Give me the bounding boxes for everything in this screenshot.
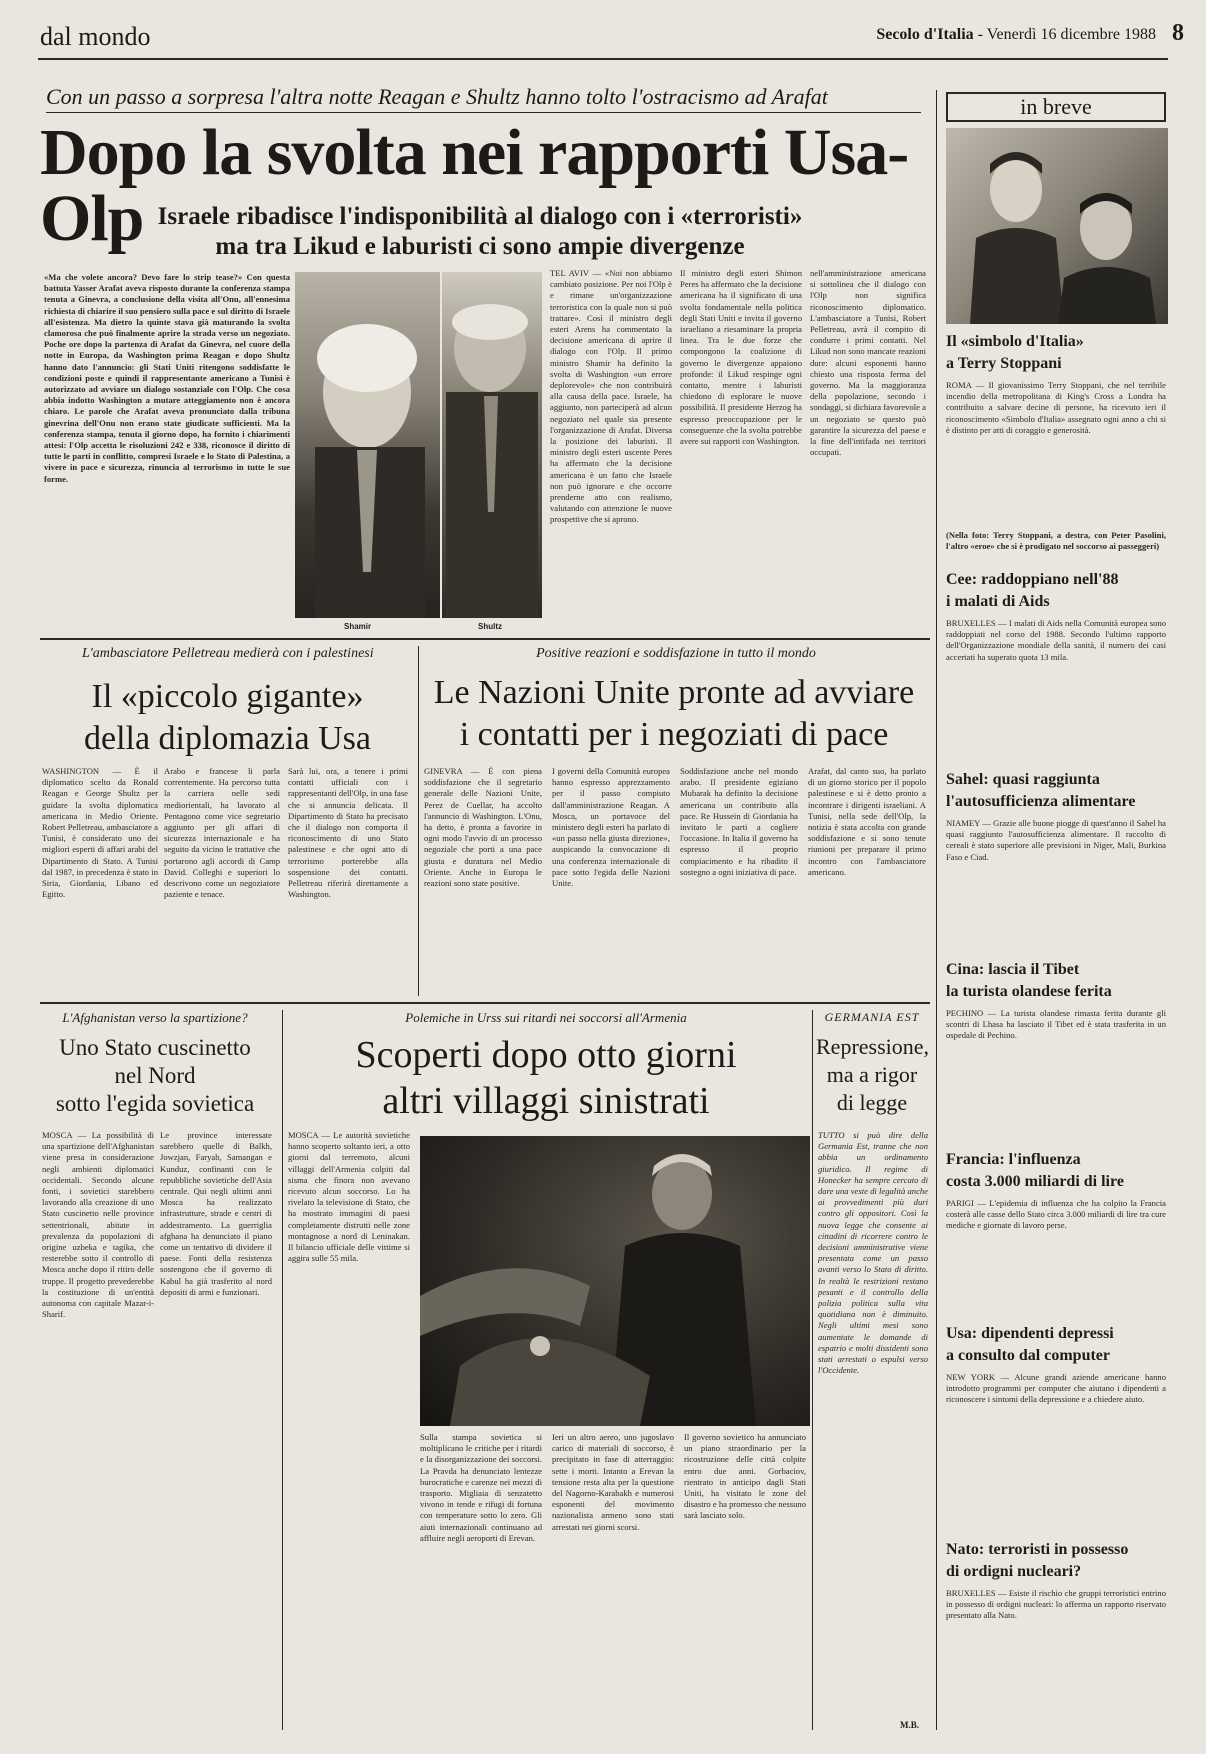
brief-2-body: BRUXELLES — I malati di Aids nella Comunità europea sono raddoppiati nel corso del 1988. Secondo l'ultimo rapporto dell'Organizzazione mondiale della sanità, il numero dei casi accertati ha superato quota 13 mila. <box>946 618 1166 662</box>
brief-1-body: ROMA — Il giovanissimo Terry Stoppani, che nel terribile incendio della metropolitana di King's Cross a Londra ha contribuito a salvare decine di persone, ha ricevuto ieri il riconoscimento «Simbolo d'Italia» assegnato ogni anno a chi si è distinto per atti di coraggio e generosità. <box>946 380 1166 435</box>
armenia-headline-2: altri villaggi sinistrati <box>382 1080 710 1122</box>
divider-pelletreau-onu <box>418 646 419 996</box>
photo-armenia <box>420 1136 810 1426</box>
onu-column-4: Arafat, dal canto suo, ha parlato di un giorno storico per il popolo palestinese e si è detto pronto a incontrare i dirigenti israeliani. A Tunisi, nella sede dell'Olp, la notizia è stata accolta con grande soddisfazione e si sono tenute riunioni per preparare il primo incontro con l'ambasciatore americano. <box>808 766 926 877</box>
pelletreau-column-2: Arabo e francese li parla correntemente. Ha percorso tutta la carriera nelle sedi mediorientali, ha lavorato al Pentagono come vice segretario aggiunto per gli affari di sicurezza internazionale e ha seguito da vicino le trattative che portarono agli accordi di Camp David. Colleghi e superiori lo descrivono come un negoziatore paziente e tenace. <box>164 766 280 900</box>
paper-name: Secolo d'Italia <box>876 26 974 43</box>
kicker-rule <box>46 112 921 113</box>
afghanistan-headline-3: sotto l'egida sovietica <box>55 1091 255 1116</box>
brief-5-body: PARIGI — L'epidemia di influenza che ha colpito la Francia costerà alle casse dello Stato circa 3.000 miliardi di lire tra cure mediche e giornate di lavoro perse. <box>946 1198 1166 1231</box>
lead-headline: Dopo la svolta nei rapporti Usa-Olp <box>40 116 909 255</box>
photo-caption-shultz: Shultz <box>478 622 502 631</box>
onu-column-2: I governi della Comunità europea hanno espresso apprezzamento per il passo compiuto dall'amministrazione Reagan. A Mosca, un portavoce del ministero degli esteri ha parlato di «un passo nella giusta direzione», auspicando la convocazione di una conferenza internazionale di pace sotto l'egida delle Nazioni Unite. <box>552 766 670 889</box>
briefs-label: in breve <box>946 92 1166 122</box>
brief-6-body: NEW YORK — Alcune grandi aziende americane hanno introdotto programmi per computer che aiutano i dipendenti a riconoscere i sintomi della depressione e a chiedere aiuto. <box>946 1372 1166 1405</box>
divider-afghanistan-armenia <box>282 1010 283 1730</box>
brief-3-body: NIAMEY — Grazie alle buone piogge di quest'anno il Sahel ha quasi raggiunto l'autosufficienza alimentare. Il raccolto di cereali è stato superiore alle previsioni in Niger, Mali, Burkina Faso e Ciad. <box>946 818 1166 862</box>
armenia-column-2: Sulla stampa sovietica si moltiplicano le critiche per i ritardi e la disorganizzazione dei soccorsi. La Pravda ha denunciato lentezze burocratiche e carenze nei mezzi di trasporto. Migliaia di senzatetto vivono in tende e rifugi di fortuna con temperature sotto lo zero. Gli aiuti internazionali continuano ad affluire negli aeroporti di Erevan. <box>420 1432 542 1543</box>
brief-1-title-2: a Terry Stoppani <box>946 355 1062 372</box>
middle-rule <box>40 1002 930 1004</box>
armenia-column-1: MOSCA — Le autorità sovietiche hanno scoperto soltanto ieri, a otto giorni dal terremoto, alcuni villaggi dell'Armenia colpiti dal sisma che finora non avevano ricevuto alcun soccorso. Lo ha rivelato la televisione di Stato, che ha mostrato immagini di paesi completamente distrutti nelle zone montagnose a nord di Leninakan. Il bilancio ufficiale delle vittime si aggira sulle 55 mila. <box>288 1130 410 1264</box>
brief-6-title-1: Usa: dipendenti depressi <box>946 1325 1114 1342</box>
brief-2-title-1: Cee: raddoppiano nell'88 <box>946 571 1119 588</box>
onu-column-3: Soddisfazione anche nel mondo arabo. Il presidente egiziano Mubarak ha definito la decisione americana un contributo alla pace. Re Hussein di Giordania ha invitato le parti a cogliere l'occasione. In Italia il governo ha espresso il proprio compiacimento e ha ribadito il sostegno a ogni iniziativa di pace. <box>680 766 798 877</box>
brief-1-caption: (Nella foto: Terry Stoppani, a destra, con Peter Pasolini, l'altro «eroe» che si è prodigato nel soccorso ai passeggeri) <box>946 530 1166 552</box>
germania-signature: M.B. <box>900 1720 919 1730</box>
brief-4-body: PECHINO — La turista olandese rimasta ferita durante gli scontri di Lhasa ha lasciato il Tibet ed è stata trasferita in un ospedale di Pechino. <box>946 1008 1166 1041</box>
brief-5-title-1: Francia: l'influenza <box>946 1151 1081 1168</box>
onu-kicker: Positive reazioni e soddisfazione in tutto il mondo <box>536 646 816 661</box>
brief-7-title-2: di ordigni nucleari? <box>946 1563 1082 1580</box>
lead-intro: «Ma che volete ancora? Devo fare lo strip tease?» Con questa battuta Yasser Arafat aveva risposto durante la conferenza stampa tenuta a Ginevra, a conclusione della visita all'Onu, all'ennesima richiesta di chiarire il suo pensiero sulla pace e sul diritto di Israele all'esistenza. Ma dietro la quinte stava già maturando la svolta clamorosa che può finalmente aprire la strada verso un negoziato. Poche ore dopo la partenza di Arafat da Ginevra, nel cuore della notte in Europa, da Washington prima Reagan e dopo Shultz hanno dato l'annuncio: gli Stati Uniti ritengono soddisfatte le condizioni poste e quindi il rappresentante americano a Tunisi è autorizzato ad avviare un dialogo sostanziale con l'Olp. Che cosa abbia indotto Washington a mutare atteggiamento non è ancora chiaro. Le parole che Arafat aveva pronunciato dalla tribuna ginevrina dell'Onu non erano state giudicate sufficienti. Ma la conferenza stampa, tenuta il giorno dopo, ha fornito i chiarimenti attesi: l'Olp accetta le risoluzioni 242 e 338, riconosce il diritto di tutte le parti in conflitto, compresi Israele e lo Stato di Palestina, a vivere in pace e sicurezza, rinuncia al terrorismo in tutte le sue forme. <box>44 272 290 484</box>
armenia-kicker: Polemiche in Urss sui ritardi nei soccorsi all'Armenia <box>405 1010 687 1025</box>
lead-column-3: nell'amministrazione americana si sottolinea che il dialogo con l'Olp non significa riconoscimento diplomatico. L'ambasciatore a Tunisi, Robert Pelletreau, avrà il compito di condurre i primi contatti. Nel Likud non sono mancate reazioni dure: alcuni esponenti hanno chiesto una risposta ferma del governo. Ma la maggioranza della popolazione, secondo i sondaggi, si dichiara favorevole a un negoziato se questo può garantire la sicurezza del paese e la fine dell'intifada nei territori occupati. <box>810 268 926 458</box>
masthead <box>876 26 1156 44</box>
photo-shamir-image <box>295 272 440 618</box>
pelletreau-headline-2: della diplomazia Usa <box>83 720 371 757</box>
briefs-divider <box>936 90 937 1730</box>
lead-subhead-2: ma tra Likud e laburisti ci sono ampie divergenze <box>215 233 745 260</box>
lead-kicker: Con un passo a sorpresa l'altra notte Reagan e Shultz hanno tolto l'ostracismo ad Arafat <box>46 84 828 109</box>
brief-3-title-1: Sahel: quasi raggiunta <box>946 771 1100 788</box>
lead-subhead-1: Israele ribadisce l'indisponibilità al dialogo con i «terroristi» <box>157 203 803 230</box>
photo-shamir <box>295 272 440 618</box>
germania-headline-3: di legge <box>836 1090 908 1115</box>
brief-7-title-1: Nato: terroristi in possesso <box>946 1541 1129 1558</box>
germania-body: TUTTO si può dire della Germania Est, tranne che non abbia un ordinamento giuridico. Il regime di Honecker ha sempre cercato di dare una veste di legalità anche ai provvedimenti più duri contro gli oppositori. Così la nuova legge che consente ai cittadini di ricorrere contro le decisioni amministrative viene presentata come un passo avanti verso lo Stato di diritto. In realtà le restrizioni restano pesanti e il controllo della polizia politica sulla vita quotidiana non è diminuito. Negli ultimi mesi sono aumentate le domande di espatrio e molti dissidenti sono stati arrestati o espulsi verso l'Occidente. <box>818 1130 928 1376</box>
armenia-column-3: Ieri un altro aereo, uno jugoslavo carico di materiali di soccorso, è precipitato in fase di atterraggio: sette i morti. Intanto a Erevan la tensione resta alta per la questione del Nagorno-Karabakh e numerosi esponenti del movimento nazionalista armeno sono stati arrestati nei giorni scorsi. <box>552 1432 674 1532</box>
germania-headline-1: Repressione, <box>816 1034 930 1059</box>
pelletreau-headline-1: Il «piccolo gigante» <box>91 678 364 715</box>
afghanistan-headline-1: Uno Stato cuscinetto <box>59 1035 251 1060</box>
onu-headline-2: i contatti per i negoziati di pace <box>459 716 889 753</box>
brief-3-title-2: l'autosufficienza alimentare <box>946 793 1136 810</box>
lead-column-2: Il ministro degli esteri Shimon Peres ha affermato che la decisione americana ha il significato di una svolta fondamentale nella politica degli Stati Uniti e invita il governo israeliano a riesaminare la propria linea. Tra le due forze che compongono la coalizione di governo le divergenze appaiono profonde: il Likud respinge ogni contatto, mentre i laburisti chiedono di esplorare le nuove possibilità. Il presidente Herzog ha espresso preoccupazione per le conseguenze che la svolta potrebbe avere sui rapporti con Washington. <box>680 268 802 447</box>
afghanistan-headline-2: nel Nord <box>114 1063 196 1088</box>
germania-kicker: GERMANIA EST <box>824 1010 920 1024</box>
photo-shultz <box>442 272 542 618</box>
armenia-column-4: Il governo sovietico ha annunciato un piano straordinario per la ricostruzione delle città colpite entro due anni. Gorbaciov, rientrato in anticipo dagli Stati Uniti, ha visitato le zone del disastro e ha promesso che nessuno sarà lasciato solo. <box>684 1432 806 1521</box>
afghanistan-kicker: L'Afghanistan verso la spartizione? <box>62 1010 248 1025</box>
divider-armenia-germania <box>812 1010 813 1730</box>
onu-headline-1: Le Nazioni Unite pronte ad avviare <box>433 674 915 711</box>
brief-4-title-2: la turista olandese ferita <box>946 983 1112 1000</box>
photo-shultz-image <box>442 272 542 618</box>
photo-armenia-image <box>420 1136 810 1426</box>
afghanistan-column-1: MOSCA — La possibilità di una spartizione dell'Afghanistan viene presa in considerazione negli ambienti diplomatici occidentali. Secondo alcune fonti, i sovietici starebbero lavorando alla creazione di uno Stato cuscinetto nelle province settentrionali, abitate in prevalenza da popolazioni di origine uzbeka e tagika, che resterebbe sotto il controllo di Mosca anche dopo il ritiro delle truppe. Il progetto prevederebbe la costituzione di un'entità autonoma con capitale Mazar-i-Sharif. <box>42 1130 154 1320</box>
afghanistan-column-2: Le province interessate sarebbero quelle di Balkh, Jowzjan, Faryab, Samangan e Kunduz, confinanti con le repubbliche sovietiche dell'Asia centrale. Qui negli ultimi anni Mosca ha realizzato infrastrutture, strade e centri di addestramento. La guerriglia afghana ha denunciato il piano come un tentativo di dividere il paese. Fonti della resistenza sostengono che il governo di Kabul ha già trasferito al nord depositi di armi e funzionari. <box>160 1130 272 1297</box>
brief-4-title-1: Cina: lascia il Tibet <box>946 961 1080 978</box>
armenia-headline-1: Scoperti dopo otto giorni <box>355 1034 737 1076</box>
brief-7-body: BRUXELLES — Esiste il rischio che gruppi terroristici entrino in possesso di ordigni nucleari: lo afferma un rapporto riservato presentato alla Nato. <box>946 1588 1166 1621</box>
page-number: 8 <box>1172 20 1184 46</box>
brief-2-title-2: i malati di Aids <box>946 593 1050 610</box>
brief-1-title-1: Il «simbolo d'Italia» <box>946 333 1084 350</box>
brief-5-title-2: costa 3.000 miliardi di lire <box>946 1173 1124 1190</box>
onu-column-1: GINEVRA — È con piena soddisfazione che il segretario generale delle Nazioni Unite, Perez de Cuellar, ha accolto l'annuncio di Washington. L'Onu, ha detto, è pronta a favorire in ogni modo l'avvio di un processo negoziale che porti a una pace giusta e duratura nel Medio Oriente. Anche in Europa le reazioni sono state positive. <box>424 766 542 889</box>
lead-column-1: TEL AVIV — «Noi non abbiamo cambiato posizione. Per noi l'Olp è e rimane un'organizzazione terroristica con la quale non si può trattare». Così il ministro degli esteri Arens ha commentato la decisione americana di aprire il dialogo con l'Olp. Il primo ministro Shamir ha definito la svolta di Washington «un errore deplorevole» che non contribuirà alla causa della pace. Israele, ha aggiunto, non parteciperà ad alcun negoziato nel quale sia presente l'organizzazione di Arafat. Diversa la posizione dei laburisti. Il ministro degli esteri uscente Peres ha affermato che la decisione americana è un fatto che Israele non può ignorare e che occorre prenderne atto con realismo, valutando con attenzione le nuove prospettive che si aprono. <box>550 268 672 525</box>
top-rule <box>38 58 1168 60</box>
photo-stoppani-image <box>946 128 1168 324</box>
photo-stoppani <box>946 128 1168 324</box>
lead-bottom-rule <box>40 638 930 640</box>
pelletreau-column-3: Sarà lui, ora, a tenere i primi contatti ufficiali con i rappresentanti dell'Olp, in una fase che si annuncia delicata. Il Dipartimento di Stato ha precisato che il dialogo non comporta il riconoscimento di uno Stato palestinese e che ogni atto di terrorismo porterebbe alla sospensione dei contatti. Pelletreau riferirà direttamente a Washington. <box>288 766 408 900</box>
germania-headline-2: ma a rigor <box>826 1062 918 1087</box>
issue-date: - Venerdì 16 dicembre 1988 <box>977 26 1156 43</box>
brief-6-title-2: a consulto dal computer <box>946 1347 1110 1364</box>
pelletreau-kicker: L'ambasciatore Pelletreau medierà con i palestinesi <box>82 646 374 661</box>
pelletreau-column-1: WASHINGTON — È il diplomatico scelto da Ronald Reagan e George Shultz per guidare la svolta diplomatica americana in Medio Oriente. Robert Pelletreau, ambasciatore a Tunisi, è considerato uno dei migliori esperti di affari arabi del Dipartimento di Stato. A Tunisi dal 1987, in precedenza è stato in Siria, Giordania, Libano ed Egitto. <box>42 766 158 900</box>
section-title: dal mondo <box>40 22 151 51</box>
photo-caption-shamir: Shamir <box>344 622 372 631</box>
